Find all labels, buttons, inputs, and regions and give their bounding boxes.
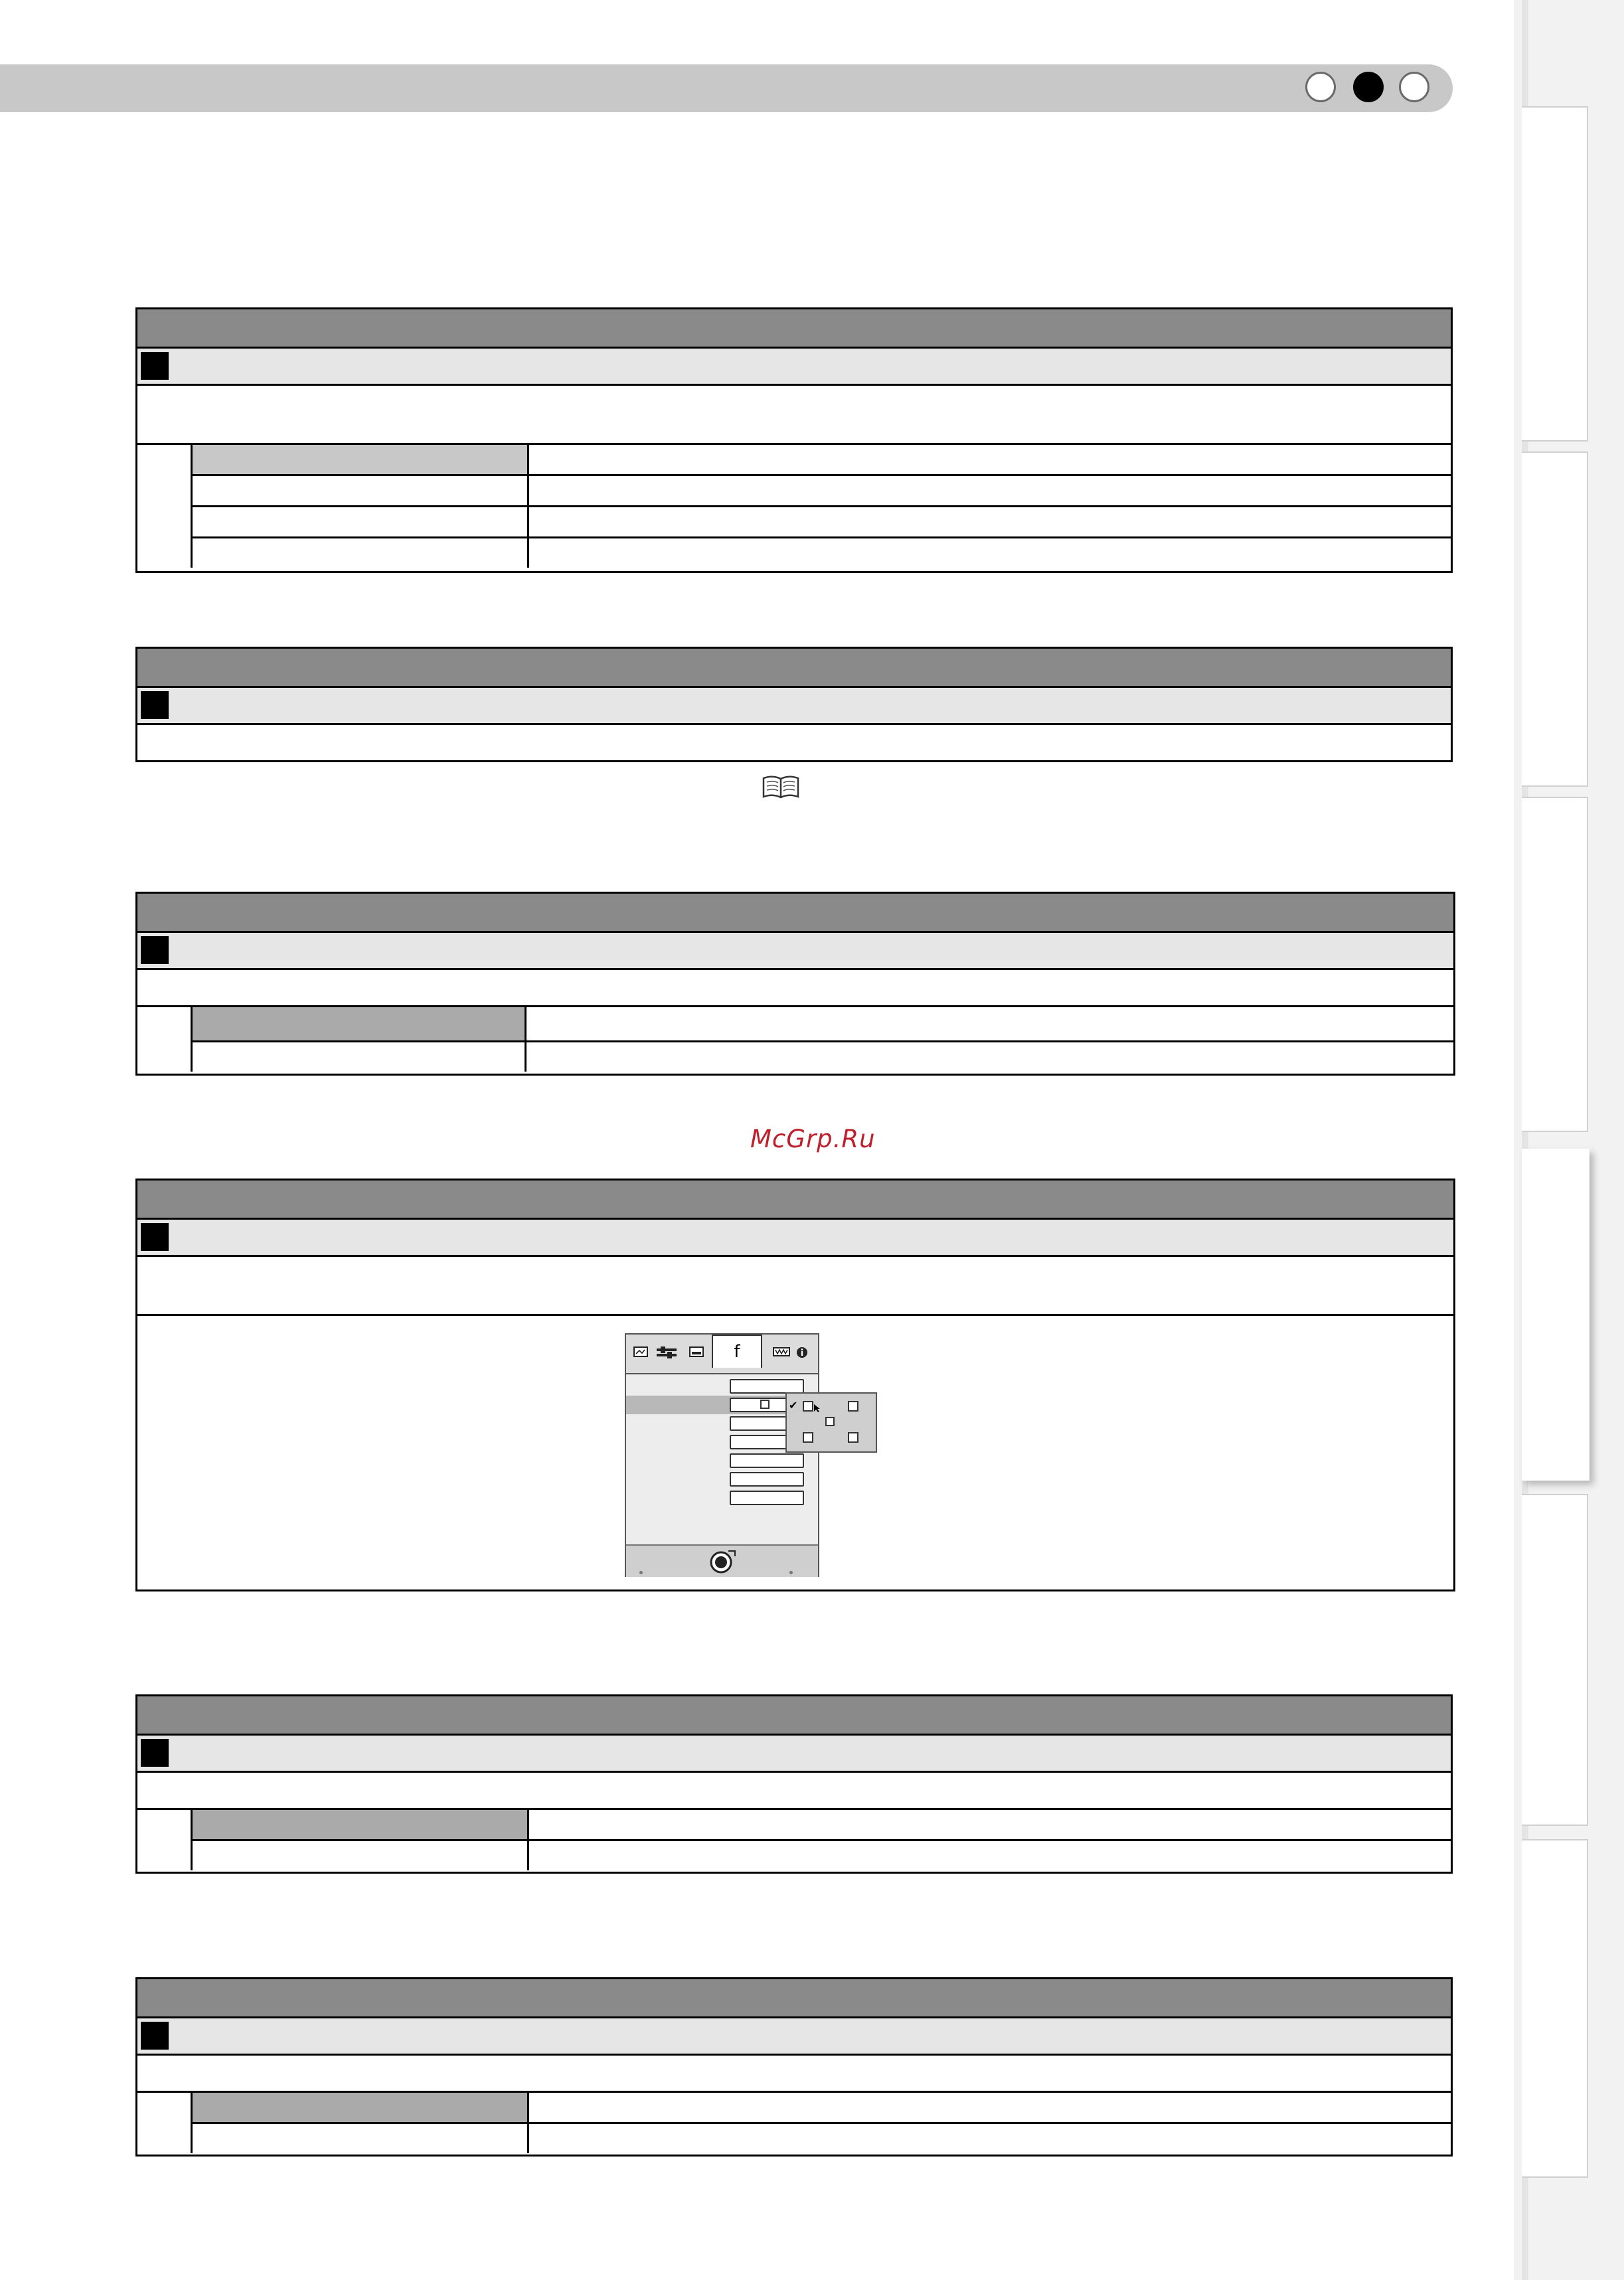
menu-field	[730, 1472, 804, 1487]
setting-table-6-title-bar	[137, 1979, 1451, 2018]
orientation-option-rear[interactable]	[848, 1401, 858, 1412]
section-tab-3[interactable]	[1522, 797, 1588, 1132]
orientation-option-front-ceiling[interactable]	[803, 1432, 813, 1443]
setting-table-2-description	[137, 725, 1451, 758]
options-gutter	[137, 1007, 193, 1072]
option-header-value	[529, 1810, 1451, 1839]
option-header-cell	[193, 445, 529, 474]
setting-table-6-description	[137, 2056, 1451, 2093]
setting-table-5	[135, 1694, 1453, 1874]
option-name-cell	[193, 538, 529, 568]
options-gutter	[137, 1810, 193, 1870]
installation-icon[interactable]: f	[712, 1335, 762, 1368]
book-icon	[761, 774, 801, 801]
setting-table-6-options	[137, 2093, 1451, 2153]
cursor-icon	[813, 1404, 821, 1413]
option-name-cell	[193, 1042, 527, 1072]
setting-table-1-options	[137, 445, 1451, 568]
orientation-option-front[interactable]	[803, 1401, 813, 1412]
menu-row[interactable]	[626, 1451, 818, 1470]
option-header-value	[527, 1007, 1453, 1040]
orientation-option-center[interactable]	[825, 1417, 835, 1426]
setting-table-6-subtitle-bar	[137, 2018, 1451, 2056]
menu-row[interactable]	[626, 1470, 818, 1489]
setting-table-5-title-bar	[137, 1696, 1451, 1736]
setting-table-1-subtitle-bar	[137, 349, 1451, 386]
page-indicator-2-current	[1353, 72, 1384, 102]
options-gutter	[137, 445, 193, 568]
page-indicator-1	[1305, 72, 1336, 102]
setting-table-1	[135, 307, 1453, 573]
menu-screenshot	[625, 1333, 819, 1577]
section-tab-2[interactable]	[1522, 451, 1588, 787]
option-name-cell	[193, 1841, 529, 1870]
option-header-value	[529, 445, 1451, 474]
option-value-cell	[529, 507, 1451, 536]
item-marker	[141, 691, 169, 719]
option-value-cell	[529, 538, 1451, 568]
page-indicator-3	[1399, 72, 1429, 102]
section-tab-5[interactable]	[1522, 1494, 1588, 1826]
item-marker	[141, 1223, 169, 1251]
footer-dot	[639, 1571, 643, 1574]
option-value-cell	[529, 1841, 1451, 1870]
item-marker	[141, 352, 169, 380]
section-tab-1[interactable]	[1522, 106, 1588, 442]
setting-table-2	[135, 647, 1453, 762]
item-marker	[141, 936, 169, 964]
setting-table-4-description	[137, 1257, 1453, 1316]
menu-field	[730, 1491, 804, 1505]
setting-table-5-description	[137, 1773, 1451, 1810]
option-header-value	[529, 2093, 1451, 2122]
section-tab-4-active[interactable]	[1522, 1149, 1589, 1481]
setting-table-1-description	[137, 386, 1451, 445]
option-name-cell	[193, 507, 529, 536]
setting-table-4-title-bar	[137, 1181, 1453, 1220]
orientation-icon	[760, 1400, 770, 1409]
setting-table-4-subtitle-bar	[137, 1220, 1453, 1257]
footer-dot	[789, 1571, 793, 1574]
menu-back-icon[interactable]	[708, 1548, 738, 1575]
setting-table-3-subtitle-bar	[137, 933, 1453, 970]
option-value-cell	[529, 2124, 1451, 2153]
option-value-cell	[527, 1042, 1453, 1072]
header-bar	[0, 64, 1453, 112]
item-marker	[141, 2022, 169, 2050]
info-icon	[795, 1346, 809, 1360]
function-icon	[772, 1346, 791, 1360]
setting-table-5-options	[137, 1810, 1451, 1870]
screen-icon	[689, 1346, 704, 1360]
setting-table-3	[135, 892, 1455, 1076]
option-name-cell	[193, 476, 529, 505]
section-tab-6[interactable]	[1522, 1839, 1588, 2178]
setting-table-2-subtitle-bar	[137, 688, 1451, 725]
setting-table-6	[135, 1977, 1453, 2157]
setting-table-3-description	[137, 970, 1453, 1007]
options-gutter	[137, 2093, 193, 2153]
option-header-cell	[193, 1007, 527, 1040]
picture-icon	[633, 1346, 649, 1360]
item-marker	[141, 1739, 169, 1767]
setting-table-2-title-bar	[137, 649, 1451, 688]
menu-row[interactable]	[626, 1489, 818, 1507]
menu-field	[730, 1379, 804, 1394]
setting-table-5-subtitle-bar	[137, 1736, 1451, 1773]
check-icon: ✔	[789, 1399, 798, 1412]
menu-footer	[626, 1544, 818, 1577]
option-header-cell	[193, 1810, 529, 1839]
setting-table-3-options	[137, 1007, 1453, 1072]
orientation-option-rear-ceiling[interactable]	[848, 1432, 858, 1443]
option-header-cell	[193, 2093, 529, 2122]
orientation-popup	[785, 1392, 877, 1453]
menu-field	[730, 1453, 804, 1468]
watermark: McGrp.Ru	[750, 1125, 876, 1153]
setting-table-1-title-bar	[137, 309, 1451, 349]
option-value-cell	[529, 476, 1451, 505]
setting-table-3-title-bar	[137, 894, 1453, 933]
adjust-icon	[657, 1346, 677, 1360]
option-name-cell	[193, 2124, 529, 2153]
